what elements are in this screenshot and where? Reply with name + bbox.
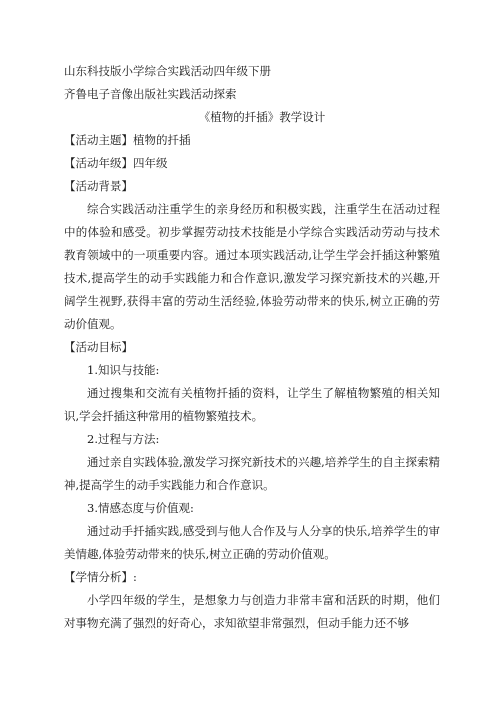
background-heading: 【活动背景】 [64,179,133,193]
goals-heading: 【活动目标】 [64,340,133,354]
analysis-text: 小学四年级的学生，是想象力与创造力非常丰富和活跃的时期，他们对事物充满了强烈的好奇心，求知欲望非常强烈，但动手能力还不够 [64,593,440,630]
goal-2-label: 2.过程与方法: [87,432,160,446]
goal-2-text: 通过亲自实践体验,激发学习探究新技术的兴趣,培养学生的自主探索精神,提高学生的动手实践能力和合作意识。 [64,455,440,492]
goal-1-text: 通过搜集和交流有关植物扦插的资料，让学生了解植物繁殖的相关知识,学会扦插这种常用的植物繁殖技术。 [64,386,440,423]
header-line-2: 齐鲁电子音像出版社实践活动探索 [64,87,237,101]
activity-grade: 【活动年级】四年级 [64,156,168,170]
goal-1-label: 1.知识与技能: [87,363,160,377]
goal-3-label: 3.情感态度与价值观: [87,501,194,515]
goal-3-text: 通过动手扦插实践,感受到与他人合作及与人分享的快乐,培养学生的审美情趣,体验劳动带来的快乐,树立正确的劳动价值观。 [64,524,440,561]
document-title: 《植物的扦插》教学设计 [198,110,326,124]
analysis-heading: 【学情分析】: [64,570,137,584]
activity-theme: 【活动主题】植物的扦插 [64,133,191,147]
background-text: 综合实践活动注重学生的亲身经历和积极实践，注重学生在活动过程中的体验和感受。初步掌握劳动技术技能是小学综合实践活动劳动与技术教育领域中的一项重要内容。通过本项实践活动,让学生学会扦插这种繁殖技术,提高学生的动手实践能力和合作意识,激发学习探究新技术的兴趣,开阔学生视野,获得丰富的劳动生活经验,体验劳动带来的快乐,树立正确的劳动价值观。 [64,202,440,331]
header-line-1: 山东科技版小学综合实践活动四年级下册 [64,64,271,78]
